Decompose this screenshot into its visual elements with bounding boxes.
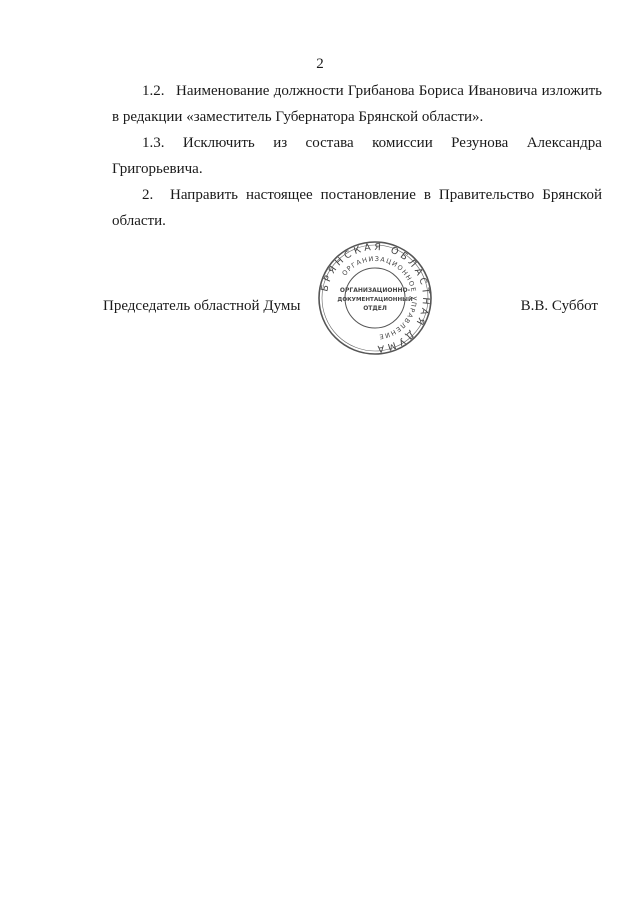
paragraph-1-2 xyxy=(112,78,602,130)
paragraph-2-line-2: области. xyxy=(112,213,166,229)
paragraph-1-3-word: состава xyxy=(305,135,354,151)
paragraph-1-3-word: Александра xyxy=(526,135,602,151)
stamp-graphic xyxy=(317,240,433,356)
stamp-inner-ring-text: ОРГАНИЗАЦИОННОЕ УПРАВЛЕНИЕ xyxy=(340,254,419,341)
page-number: 2 xyxy=(316,56,324,72)
paragraph-1-2-line-1 xyxy=(112,78,602,104)
stamp-center-line-2: ДОКУМЕНТАЦИОННЫЙ xyxy=(337,297,413,303)
paragraph-2 xyxy=(112,182,602,234)
paragraph-1-3-line-2: Григорьевича. xyxy=(112,161,203,177)
stamp-center-line-3: ОТДЕЛ xyxy=(363,305,387,312)
official-stamp xyxy=(317,240,433,356)
paragraph-1-2-line-2: в редакции «заместитель Губернатора Брянской области». xyxy=(112,109,484,125)
paragraph-1-2-text-line-1: Наименование должности Грибанова Бориса Ивановича изложить xyxy=(176,83,602,99)
paragraph-1-3-word: комиссии xyxy=(372,135,433,151)
paragraph-1-3-number: 1.3. xyxy=(142,135,165,151)
paragraph-1-2-number: 1.2. xyxy=(142,83,165,99)
paragraph-1-3-word: Резунова xyxy=(451,135,509,151)
paragraph-2-number: 2. xyxy=(142,187,154,203)
paragraph-1-3 xyxy=(112,130,602,182)
signatory-name: В.В. Суббот xyxy=(520,298,598,314)
stamp-outer-ring-text: БРЯНСКАЯ ОБЛАСТНАЯ ДУМА xyxy=(319,241,432,355)
paragraph-1-3-word: Исключить xyxy=(182,135,255,151)
paragraph-1-3-word: из xyxy=(273,135,288,151)
paragraph-2-text-line-1: Направить настоящее постановление в Правительство Брянской xyxy=(170,187,602,203)
stamp-center-line-1: ОРГАНИЗАЦИОННО- xyxy=(339,287,411,294)
signatory-position: Председатель областной Думы xyxy=(103,298,301,314)
paragraph-2-line-1 xyxy=(112,182,602,208)
paragraph-1-3-line-1 xyxy=(112,130,602,156)
